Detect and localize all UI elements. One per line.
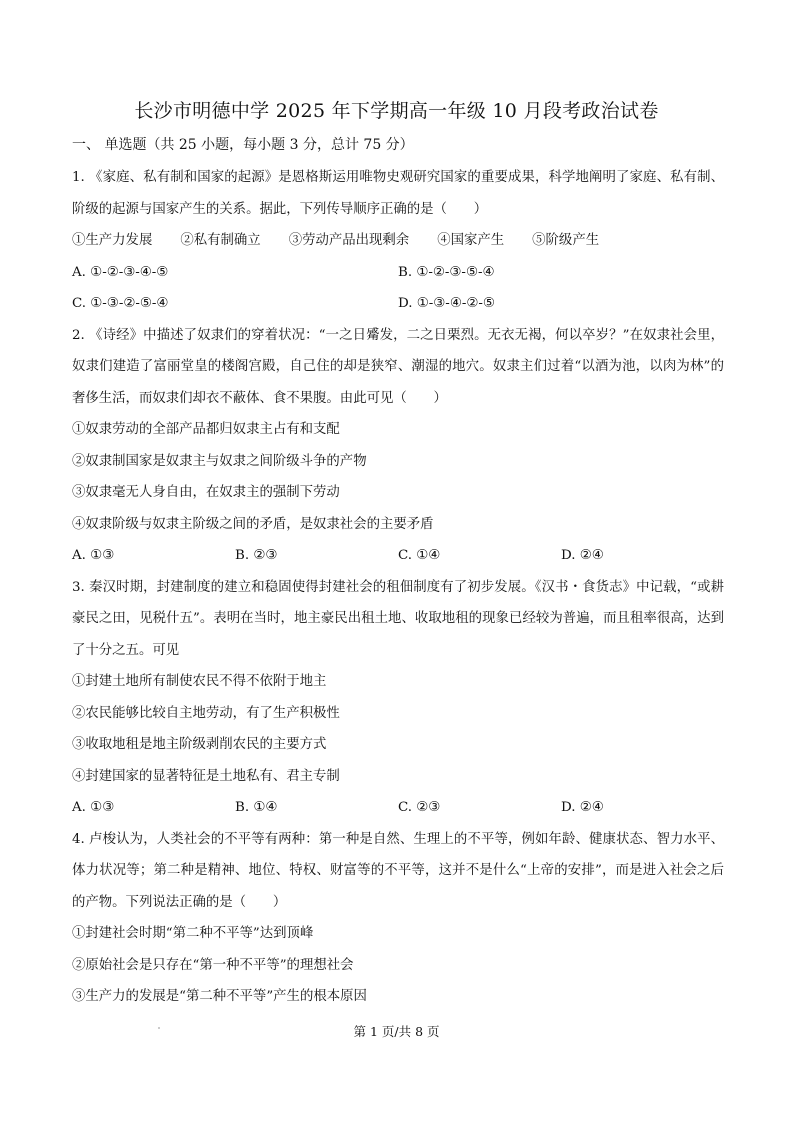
choice-a: A. ①-②-③-④-⑤: [72, 264, 169, 280]
item: ④国家产生: [437, 233, 505, 248]
item: ②原始社会是只存在“第一种不平等”的理想社会: [72, 957, 354, 973]
choice-b: B. ①-②-③-⑤-④: [398, 264, 495, 280]
item: ①封建社会时期“第二种不平等”达到顶峰: [72, 926, 314, 941]
item: ④封建国家的显著特征是土地私有、君主专制: [72, 768, 340, 784]
question-stem: 2. 《诗经》中描述了奴隶们的穿着状况：“一之日觱发，二之日栗烈。无衣无褐，何以卒岁？”在奴隶社会里，奴隶们建造了富丽堂皇的楼阁宫殿，自己住的却是狭窄、潮湿的地穴。奴隶主们过着“以酒为池，以肉为林”的奢侈生活，而奴隶们却衣不蔽体、食不果腹。由此可见（ ）: [72, 327, 724, 406]
section-heading: 一、 单选题（共 25 小题，每小题 3 分，总计 75 分）: [72, 137, 414, 153]
item: ③奴隶毫无人身自由，在奴隶主的强制下劳动: [72, 485, 340, 500]
question-stem: 4. 卢梭认为，人类社会的不平等有两种：第一种是自然、生理上的不平等，例如年龄、健康状态、智力水平、体力状况等；第二种是精神、地位、特权、财富等的不平等，这并不是什么“上帝的安排”，而是进入社会之后的产物。下列说法正确的是（ ）: [72, 831, 724, 910]
choice-c: C. ②③: [398, 800, 441, 815]
choice-row: [72, 288, 724, 320]
item: ③劳动产品出现剩余: [288, 233, 410, 248]
question-4: [72, 824, 724, 1013]
choice-a: A. ①③: [72, 548, 115, 563]
question-1: [72, 162, 724, 320]
item: ①奴隶劳动的全部产品都归奴隶主占有和支配: [72, 422, 340, 437]
item: ②奴隶制国家是奴隶主与奴隶之间阶级斗争的产物: [72, 453, 367, 469]
question-stem: 3. 秦汉时期，封建制度的建立和稳固使得封建社会的租佃制度有了初步发展。《汉书・食货志》中记载，“或耕豪民之田，见税什五”。表明在当时，地主豪民出租土地、收取地租的现象已经较为普遍，而且租率很高，达到了十分之五。可见: [72, 579, 724, 658]
choice-d: D. ②④: [561, 800, 604, 815]
item: ⑤阶级产生: [532, 233, 600, 248]
item: ②农民能够比较自主地劳动，有了生产积极性: [72, 705, 340, 721]
choice-b: B. ②③: [235, 548, 278, 563]
item: ③生产力的发展是“第二种不平等”产生的根本原因: [72, 989, 367, 1004]
choice-c: C. ①-③-②-⑤-④: [72, 296, 169, 311]
question-stem: 1. 《家庭、私有制和国家的起源》是恩格斯运用唯物史观研究国家的重要成果，科学地阐明了家庭、私有制、阶级的起源与国家产生的关系。据此，下列传导顺序正确的是（ ）: [72, 170, 724, 217]
choice-row: [72, 540, 724, 572]
page-title: 长沙市明德中学 2025 年下学期高一年级 10 月段考政治试卷: [134, 100, 659, 122]
item: ③收取地租是地主阶级剥削农民的主要方式: [72, 737, 327, 752]
choice-c: C. ①④: [398, 548, 441, 563]
choice-b: B. ①④: [235, 800, 278, 815]
choice-d: D. ②④: [561, 548, 604, 563]
item: ②私有制确立: [180, 233, 261, 248]
item: ①封建土地所有制使农民不得不依附于地主: [72, 674, 327, 689]
choice-row: [72, 257, 724, 289]
choice-a: A. ①③: [72, 800, 115, 815]
choice-row: [72, 792, 724, 824]
item: ①生产力发展: [72, 233, 153, 248]
choice-d: D. ①-③-④-②-⑤: [398, 296, 495, 311]
question-2: [72, 320, 724, 572]
question-list: [72, 162, 724, 1013]
page-number: 第 1 页/共 8 页: [353, 1024, 440, 1039]
item: ④奴隶阶级与奴隶主阶级之间的矛盾，是奴隶社会的主要矛盾: [72, 516, 434, 532]
item-list: [72, 225, 724, 257]
question-3: [72, 572, 724, 824]
